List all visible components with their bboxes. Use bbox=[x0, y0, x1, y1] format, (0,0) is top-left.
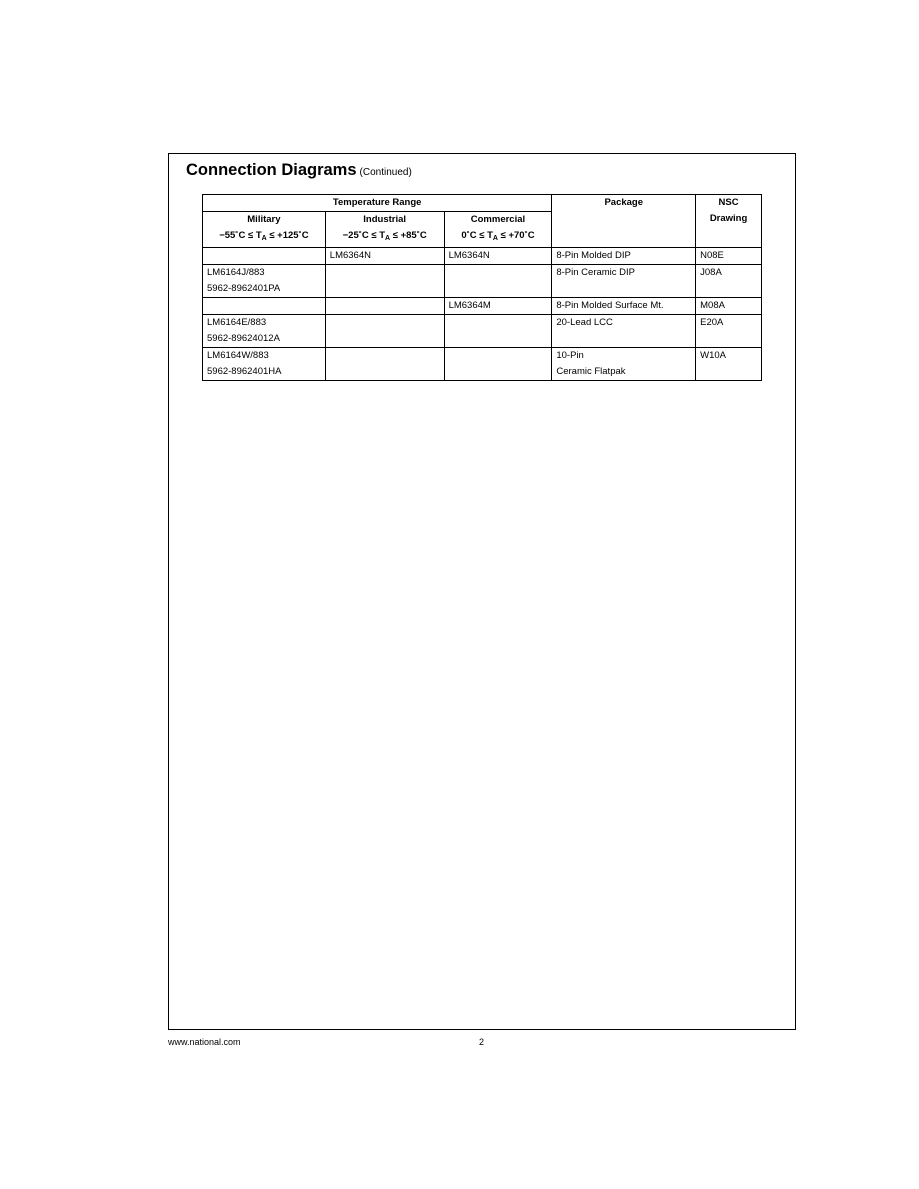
industrial-range: −25˚C ≤ $T_A$ ≤ +85˚C bbox=[342, 230, 427, 242]
commercial-cell bbox=[444, 315, 552, 348]
title-continued: (Continued) bbox=[359, 167, 412, 178]
military-cell: LM6164E/883 5962-89624012A bbox=[203, 315, 326, 348]
table-row bbox=[203, 348, 762, 381]
commercial-label: Commercial bbox=[470, 214, 526, 225]
military-cell bbox=[203, 248, 326, 265]
commercial-range: 0˚C ≤ $T_A$ ≤ +70˚C bbox=[461, 230, 535, 242]
nsc-cell: M08A bbox=[696, 298, 762, 315]
military-range: −55˚C ≤ $T_A$ ≤ +125˚C bbox=[219, 230, 309, 242]
nsc-cell: N08E bbox=[696, 248, 762, 265]
table-row bbox=[203, 248, 762, 265]
package-cell: 20-Lead LCC bbox=[552, 315, 696, 348]
nsc-cell: J08A bbox=[696, 265, 762, 298]
nsc-cell: W10A bbox=[696, 348, 762, 381]
package-cell: 10-Pin Ceramic Flatpak bbox=[552, 348, 696, 381]
commercial-cell bbox=[444, 265, 552, 298]
military-cell bbox=[203, 298, 326, 315]
industrial-cell: LM6364N bbox=[325, 248, 444, 265]
military-cell: LM6164J/883 5962-8962401PA bbox=[203, 265, 326, 298]
military-label: Military bbox=[247, 214, 281, 225]
section-title bbox=[186, 161, 412, 180]
table-row bbox=[203, 315, 762, 348]
industrial-label: Industrial bbox=[363, 214, 407, 225]
industrial-cell bbox=[325, 298, 444, 315]
package-cell: 8-Pin Molded DIP bbox=[552, 248, 696, 265]
nsc-header-line1: NSC bbox=[718, 197, 739, 208]
package-cell: 8-Pin Ceramic DIP bbox=[552, 265, 696, 298]
commercial-cell bbox=[444, 348, 552, 381]
industrial-cell bbox=[325, 348, 444, 381]
nsc-cell: E20A bbox=[696, 315, 762, 348]
industrial-header bbox=[325, 212, 444, 248]
footer-website: www.national.com bbox=[168, 1037, 241, 1047]
military-cell: LM6164W/883 5962-8962401HA bbox=[203, 348, 326, 381]
commercial-header bbox=[444, 212, 552, 248]
package-header: Package bbox=[552, 195, 696, 248]
military-header bbox=[203, 212, 326, 248]
nsc-header-line2: Drawing bbox=[709, 213, 748, 224]
nsc-drawing-header bbox=[696, 195, 762, 248]
title-main: Connection Diagrams bbox=[186, 161, 357, 179]
industrial-cell bbox=[325, 265, 444, 298]
commercial-cell: LM6364M bbox=[444, 298, 552, 315]
table-row bbox=[203, 298, 762, 315]
commercial-cell: LM6364N bbox=[444, 248, 552, 265]
page-number: 2 bbox=[479, 1037, 485, 1047]
table-row bbox=[203, 265, 762, 298]
ordering-table bbox=[202, 194, 762, 381]
industrial-cell bbox=[325, 315, 444, 348]
package-cell: 8-Pin Molded Surface Mt. bbox=[552, 298, 696, 315]
temperature-range-header: Temperature Range bbox=[203, 195, 552, 212]
